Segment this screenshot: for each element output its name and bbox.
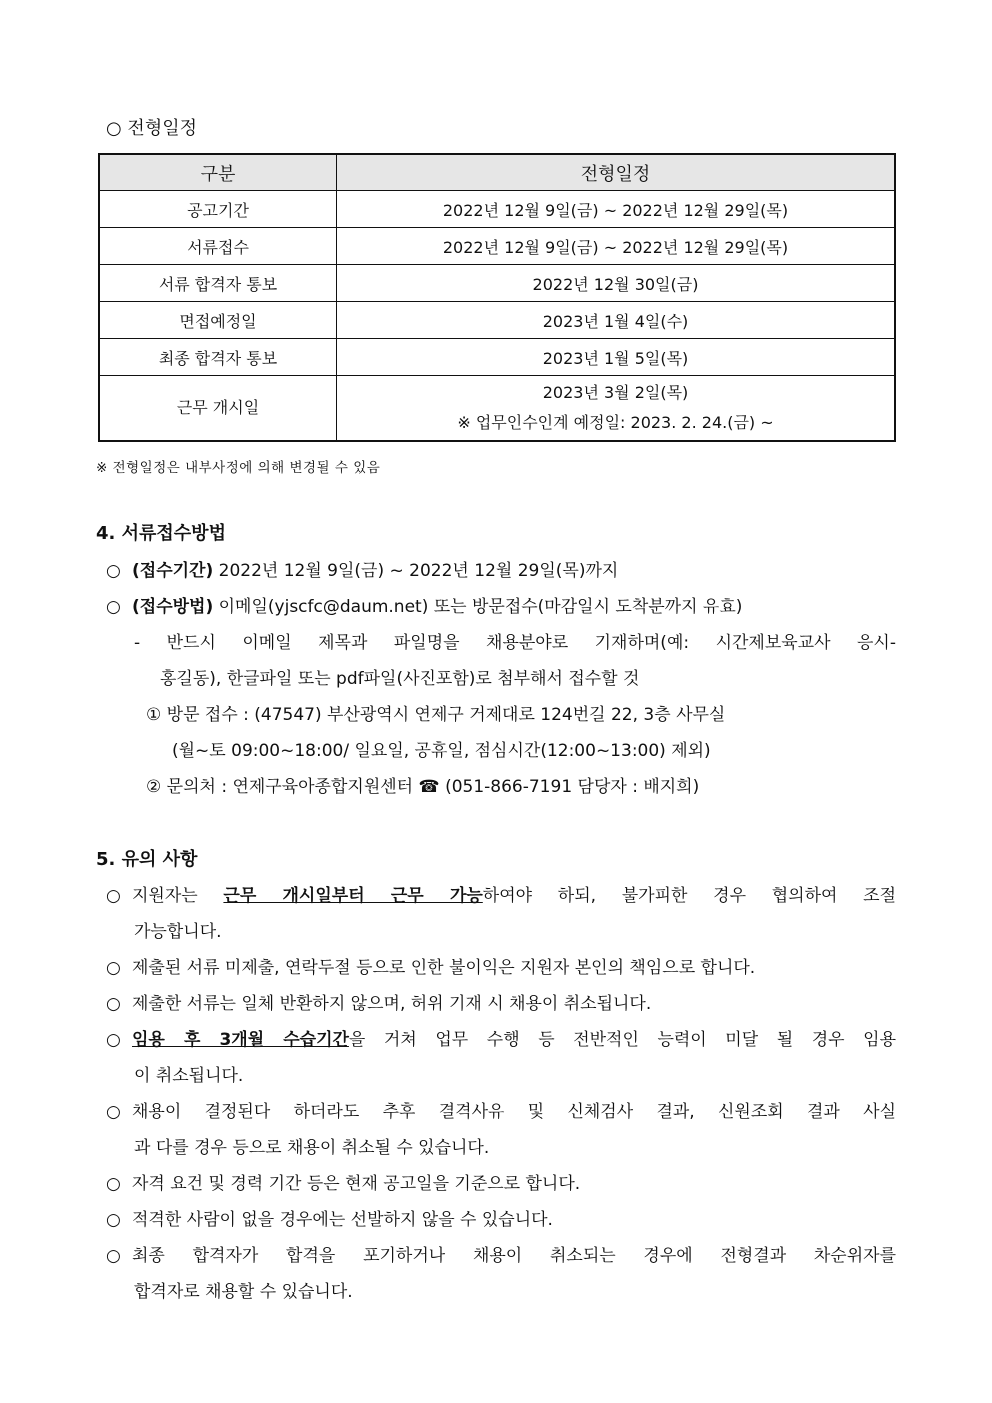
notice-item-2 (106, 953, 755, 978)
table-row (99, 376, 895, 442)
row-label: 면접예정일 (99, 302, 337, 339)
method-text: 이메일(yjscfc@daum.net) 또는 방문접수(마감일시 도착분까지 유효) (213, 597, 743, 617)
handover-note: ※ 업무인수인계 예정일: 2023. 2. 24.(금) ~ (457, 413, 774, 432)
bullet-circle: ○ (106, 886, 121, 906)
period-item (106, 556, 618, 581)
notice-text: 을 거쳐 업무 수행 등 전반적인 능력이 미달 될 경우 임용 (348, 1030, 896, 1050)
notice-item-4-cont: 이 취소됩니다. (134, 1066, 244, 1086)
notice-text: 제출된 서류 미제출, 연락두절 등으로 인한 불이익은 지원자 본인의 책임으로 합니다. (132, 958, 756, 978)
method-label: (접수방법) (132, 597, 214, 617)
table-row (99, 339, 895, 376)
row-value: 2023년 1월 5일(목) (337, 339, 896, 376)
notice-item-8-cont: 합격자로 채용할 수 있습니다. (134, 1282, 353, 1302)
section-5-title: 5. 유의 사항 (96, 849, 198, 870)
notice-item-6 (106, 1169, 580, 1194)
notice-item-1 (106, 881, 896, 906)
schedule-note: ※ 전형일정은 내부사정에 의해 변경될 수 있음 (96, 460, 381, 476)
notice-text: 제출한 서류는 일체 반환하지 않으며, 허위 기재 시 채용이 취소됩니다. (132, 994, 652, 1014)
table-row (99, 302, 895, 339)
notice-text: 지원자는 (132, 886, 224, 906)
notice-item-8 (106, 1241, 896, 1266)
bullet-circle: ○ (106, 958, 121, 978)
row-value: 2022년 12월 9일(금) ~ 2022년 12월 29일(목) (337, 191, 896, 228)
notice-item-5 (106, 1097, 896, 1122)
notice-text: 채용이 결정된다 하더라도 추후 결격사유 및 신체검사 결과, 신원조회 결과 사실 (132, 1102, 896, 1122)
notice-item-5-cont: 과 다를 경우 등으로 채용이 취소될 수 있습니다. (134, 1138, 490, 1158)
visit-address: ① 방문 접수 : (47547) 부산광역시 연제구 거제대로 124번길 22, 3층 사무실 (146, 705, 726, 725)
section-4-title: 4. 서류접수방법 (96, 523, 226, 544)
row-value: 2022년 12월 9일(금) ~ 2022년 12월 29일(목) (337, 228, 896, 265)
method-detail-line-2: 홍길동), 한글파일 또는 pdf파일(사진포함)로 첨부해서 접수할 것 (160, 669, 640, 689)
notice-item-1-cont: 가능합니다. (134, 922, 222, 942)
bullet-circle: ○ (106, 1174, 121, 1194)
table-row (99, 191, 895, 228)
row-label: 공고기간 (99, 191, 337, 228)
bullet-circle: ○ (106, 994, 121, 1014)
bullet-circle: ○ (106, 597, 121, 617)
row-label: 서류 합격자 통보 (99, 265, 337, 302)
schedule-table (98, 153, 896, 442)
notice-text: 최종 합격자가 합격을 포기하거나 채용이 취소되는 경우에 전형결과 차순위자를 (132, 1246, 896, 1266)
table-header-row (99, 154, 895, 191)
notice-emphasis: 임용 후 3개월 수습기간 (132, 1030, 349, 1050)
notice-text: 하여야 하되, 불가피한 경우 협의하여 조절 (482, 886, 896, 906)
bullet-circle: ○ (106, 1102, 121, 1122)
table-row (99, 265, 895, 302)
header-schedule: 전형일정 (337, 154, 896, 191)
notice-item-4 (106, 1025, 896, 1050)
notice-text: 적격한 사람이 없을 경우에는 선발하지 않을 수 있습니다. (132, 1210, 553, 1230)
row-value: 2023년 1월 4일(수) (337, 302, 896, 339)
notice-item-3 (106, 989, 651, 1014)
bullet-circle: ○ (106, 1210, 121, 1230)
table-row (99, 228, 895, 265)
row-value: 2022년 12월 30일(금) (337, 265, 896, 302)
bullet-circle: ○ (106, 1246, 121, 1266)
notice-emphasis: 근무 개시일부터 근무 가능 (223, 886, 483, 906)
row-label: 최종 합격자 통보 (99, 339, 337, 376)
period-text: 2022년 12월 9일(금) ~ 2022년 12월 29일(목)까지 (213, 561, 619, 581)
visit-hours: (월~토 09:00~18:00/ 일요일, 공휴일, 점심시간(12:00~13:00) 제외) (172, 741, 711, 761)
row-value (337, 376, 896, 442)
bullet-circle: ○ (106, 561, 121, 581)
row-label: 근무 개시일 (99, 376, 337, 442)
contact-info: ② 문의처 : 연제구육아종합지원센터 ☎ (051-866-7191 담당자 : 배지희) (146, 777, 700, 797)
start-date: 2023년 3월 2일(목) (542, 383, 689, 402)
header-category: 구분 (99, 154, 337, 191)
method-item (106, 592, 742, 617)
bullet-circle: ○ (106, 1030, 121, 1050)
notice-text: 자격 요건 및 경력 기간 등은 현재 공고일을 기준으로 합니다. (132, 1174, 581, 1194)
notice-item-7 (106, 1205, 553, 1230)
period-label: (접수기간) (132, 561, 214, 581)
method-detail-line-1: - 반드시 이메일 제목과 파일명을 채용분야로 기재하며(예: 시간제보육교사 응시- (134, 633, 896, 653)
schedule-heading: ○ 전형일정 (106, 118, 197, 139)
row-label: 서류접수 (99, 228, 337, 265)
